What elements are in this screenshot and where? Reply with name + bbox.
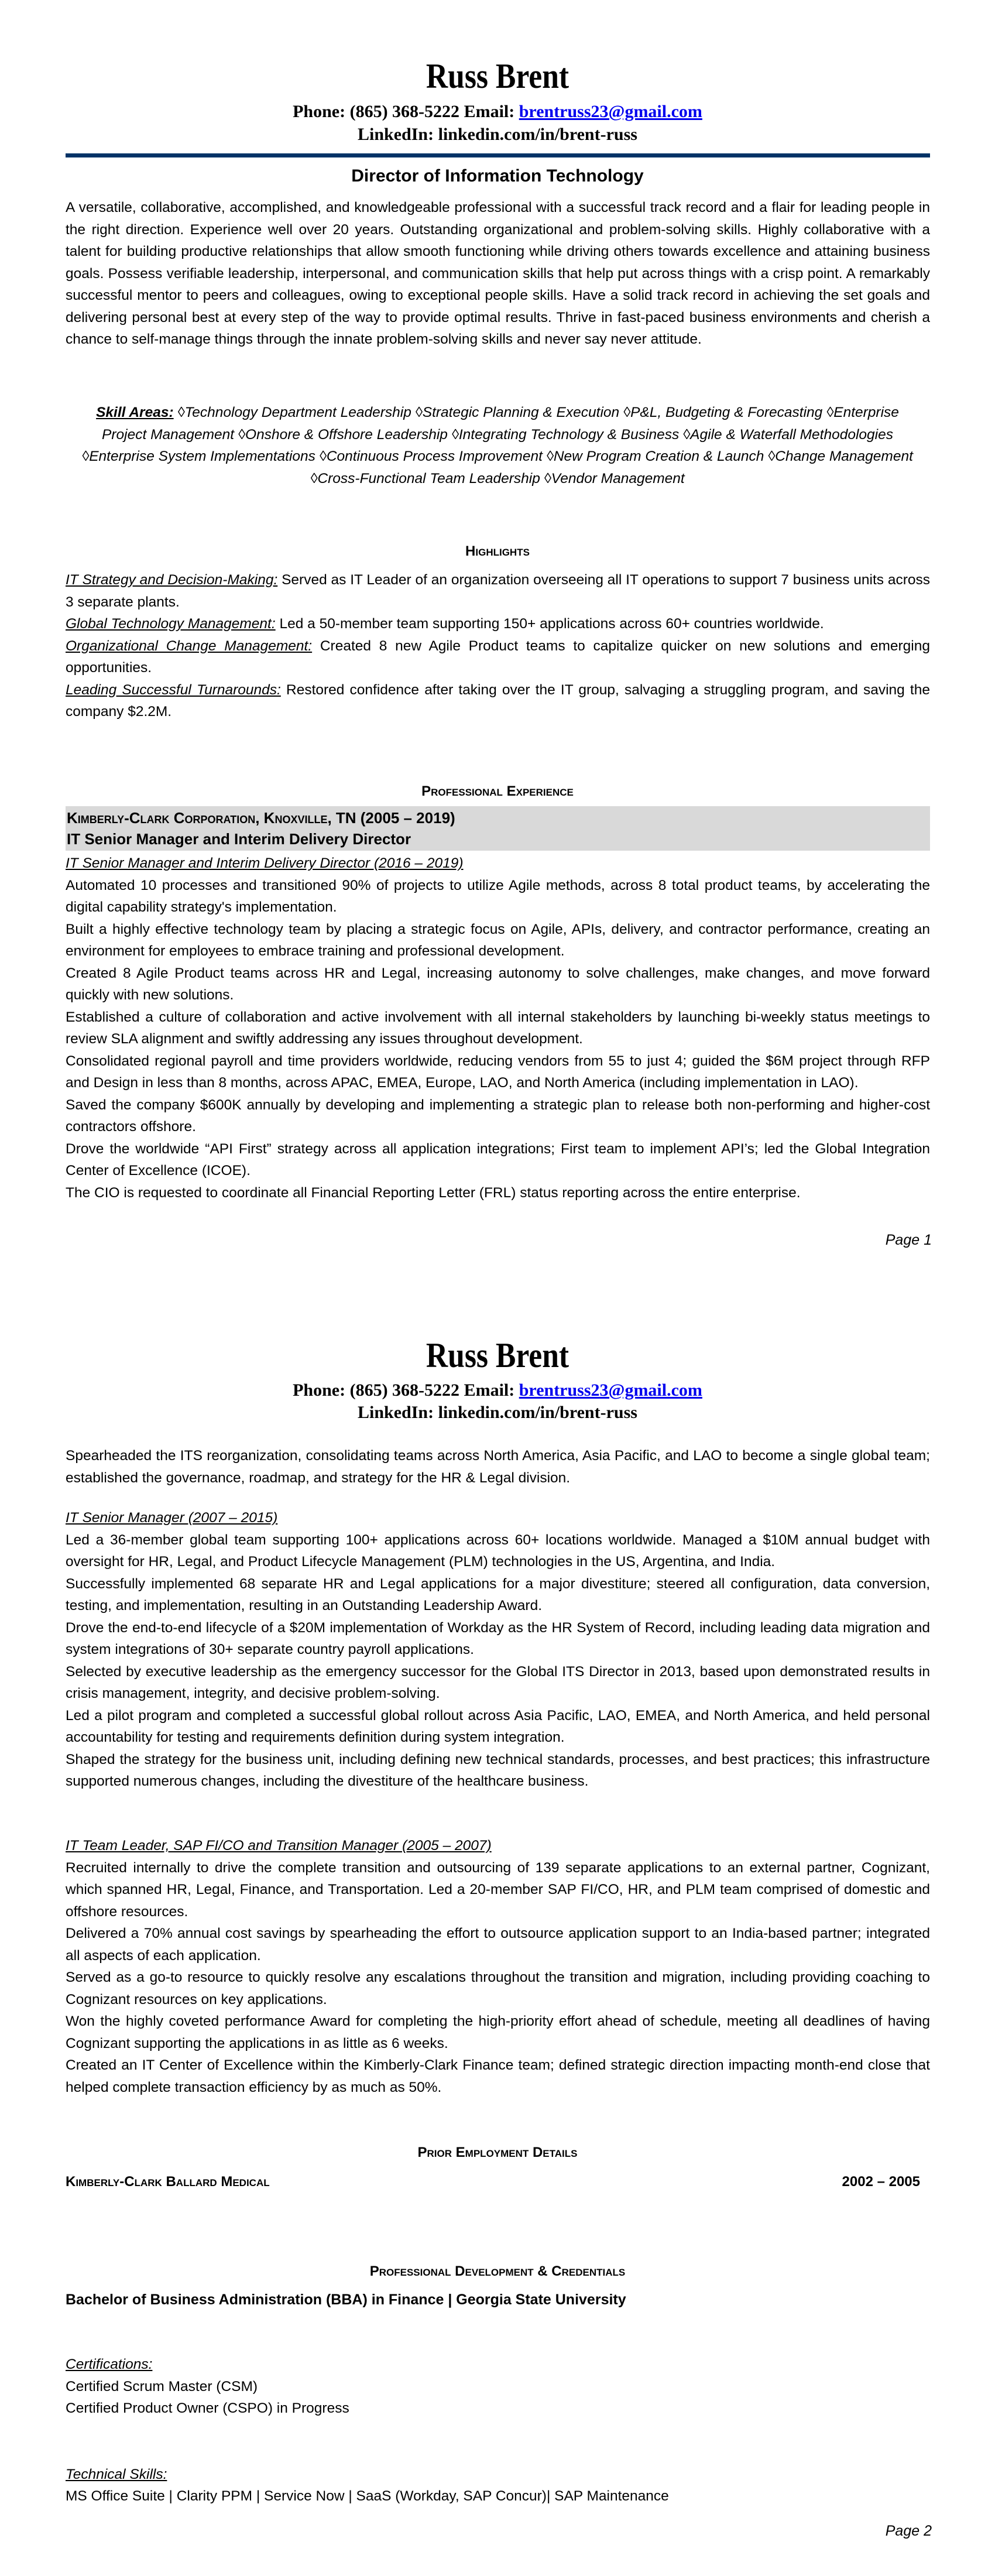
phone-number: (865) 368-5222 bbox=[349, 102, 460, 121]
skill-item: ◊Enterprise System Implementations bbox=[82, 448, 315, 464]
linkedin-line bbox=[0, 1402, 995, 1424]
position-3 bbox=[66, 1835, 930, 2098]
position-bullet: Led a 36-member global team supporting 100+ applications across 60+ locations worldwide. Managed a $10M annual budget with oversight for HR, Legal, and Product Lifecycle Management (PLM) technologies in the US, Argentina, and India. bbox=[66, 1532, 930, 1570]
candidate-name: Russ Brent bbox=[426, 57, 569, 95]
skill-item: ◊Integrating Technology & Business bbox=[451, 426, 680, 443]
email-label: Email: bbox=[464, 102, 515, 121]
linkedin-url: linkedin.com/in/brent-russ bbox=[438, 1403, 637, 1422]
highlight-item: Organizational Change Management: Created 8 new Agile Product teams to capitalize quicker on new solutions and emerging opportunities. bbox=[66, 638, 930, 676]
highlight-item: Global Technology Management: Led a 50-member team supporting 150+ applications across 60+ countries worldwide. bbox=[66, 616, 824, 632]
skill-item: ◊Enterprise Project Management bbox=[102, 405, 899, 443]
candidate-name: Russ Brent bbox=[426, 1336, 569, 1375]
page-number: Page 2 bbox=[885, 2523, 932, 2539]
position-bullet: Selected by executive leadership as the emergency successor for the Global ITS Director in 2013, based upon demonstrated results in crisis management, integrity, and decisive problem-solving. bbox=[66, 1663, 930, 1701]
skill-item: ◊Agile & Waterfall Methodologies bbox=[683, 426, 893, 443]
position-title: IT Senior Manager and Interim Delivery Director (2016 – 2019) bbox=[66, 855, 464, 871]
experience-heading: Professional Experience bbox=[421, 783, 574, 799]
prior-employment-heading: Prior Employment Details bbox=[417, 2145, 578, 2160]
highlight-item: Leading Successful Turnarounds: Restored confidence after taking over the IT group, salvaging a struggling program, and saving the company $2.2M. bbox=[66, 681, 930, 720]
linkedin-label: LinkedIn: bbox=[358, 1403, 434, 1422]
position-bullet: Consolidated regional payroll and time providers worldwide, reducing vendors from 55 to just 4; guided the $6M project through RFP and Design in less than 8 months, across APAC, EMEA, Europe, LAO, and North America (including implementation in LAO). bbox=[66, 1053, 930, 1091]
position-bullet: Saved the company $600K annually by developing and implementing a strategic plan to release both non-performing and higher-cost contractors offshore. bbox=[66, 1097, 930, 1135]
phone-label: Phone: bbox=[293, 102, 346, 121]
technical-skills-list: MS Office Suite | Clarity PPM | Service Now | SaaS (Workday, SAP Concur)| SAP Maintenance bbox=[66, 2488, 669, 2504]
skill-item: ◊Continuous Process Improvement bbox=[319, 448, 543, 464]
linkedin-label: LinkedIn: bbox=[358, 125, 434, 144]
credentials-section bbox=[66, 2289, 930, 2508]
skill-item: ◊Onshore & Offshore Leadership bbox=[238, 426, 448, 443]
position-bullet: The CIO is requested to coordinate all Financial Reporting Letter (FRL) status reporting across the entire enterprise. bbox=[66, 1184, 801, 1201]
position-bullet: Spearheaded the ITS reorganization, consolidating teams across North America, Asia Pacific, and LAO to become a single global team; established the governance, roadmap, and strategy for the HR & Legal division. bbox=[66, 1448, 930, 1486]
position-1-continued bbox=[66, 1445, 930, 1489]
linkedin-url: linkedin.com/in/brent-russ bbox=[438, 125, 637, 144]
page-number: Page 1 bbox=[885, 1232, 932, 1248]
highlight-item: IT Strategy and Decision-Making: Served as IT Leader of an organization overseeing all IT operations to support 7 business units across 3 separate plants. bbox=[66, 572, 931, 610]
phone-label: Phone: bbox=[293, 1381, 346, 1400]
phone-number: (865) 368-5222 bbox=[349, 1381, 460, 1400]
skill-item: ◊New Program Creation & Launch bbox=[546, 448, 764, 464]
prior-employment-row bbox=[66, 2173, 920, 2191]
email-link[interactable]: brentruss23@gmail.com bbox=[519, 1381, 702, 1400]
company-role: IT Senior Manager and Interim Delivery Director bbox=[67, 830, 411, 848]
certification-item: Certified Product Owner (CSPO) in Progress bbox=[66, 2400, 349, 2416]
position-bullet: Successfully implemented 68 separate HR and Legal applications for a major divestiture; steered all configuration, data conversion, testing, and implementation, resulting in an Outstanding Leadership Award. bbox=[66, 1575, 930, 1614]
skill-item: ◊Change Management bbox=[768, 448, 913, 464]
position-bullet: Led a pilot program and completed a successful global rollout across Asia Pacific, LAO, EMEA, and North America, and held personal accountability for testing and requirements definition during system integration. bbox=[66, 1707, 930, 1745]
position-bullet: Recruited internally to drive the complete transition and outsourcing of 139 separate applications to an external partner, Cognizant, which spanned HR, Legal, Finance, and Transportation. Led a 20-member SAP FI/CO, HR, and PLM team comprised of domestic and offshore resources. bbox=[66, 1859, 930, 1920]
position-bullet: Created 8 Agile Product teams across HR and Legal, increasing autonomy to solve challenges, make changes, and move forward quickly with new solutions. bbox=[66, 965, 930, 1003]
position-title: IT Team Leader, SAP FI/CO and Transition Manager (2005 – 2007) bbox=[66, 1838, 492, 1854]
position-2 bbox=[66, 1507, 930, 1793]
skill-item: ◊P&L, Budgeting & Forecasting bbox=[623, 405, 823, 420]
position-bullet: Established a culture of collaboration and active involvement with all internal stakeholders by launching bi-weekly status meetings to review SLA alignment and swiftly addressing any issues throughout development. bbox=[66, 1009, 930, 1047]
certification-item: Certified Scrum Master (CSM) bbox=[66, 2378, 258, 2395]
position-bullet: Won the highly coveted performance Award for completing the high-priority effort ahead of schedule, meeting all deadlines of having Cognizant supporting the applications in as little as 6 weeks. bbox=[66, 2013, 930, 2051]
highlights-heading: Highlights bbox=[465, 543, 530, 559]
prior-company: Kimberly-Clark Ballard Medical bbox=[66, 2174, 270, 2190]
credentials-heading: Professional Development & Credentials bbox=[369, 2263, 626, 2279]
certifications-label: Certifications: bbox=[66, 2356, 153, 2372]
position-bullet: Automated 10 processes and transitioned 90% of projects to utilize Agile methods, across 8 total product teams, by accelerating the digital capability strategy's implementation. bbox=[66, 877, 930, 915]
skill-item: ◊Technology Department Leadership bbox=[177, 405, 411, 420]
position-bullet: Served as a go-to resource to quickly resolve any escalations throughout the transition and migration, including providing coaching to Cognizant resources on key applications. bbox=[66, 1969, 930, 2008]
position-bullet: Shaped the strategy for the business unit, including defining new technical standards, processes, and best practices; this infrastructure supported numerous changes, including the divestiture of the healthcare business. bbox=[66, 1751, 930, 1789]
email-link[interactable]: brentruss23@gmail.com bbox=[519, 102, 702, 121]
position-title: IT Senior Manager (2007 – 2015) bbox=[66, 1510, 278, 1526]
company-name: Kimberly-Clark Corporation, Knoxville, TN (2005 – 2019) bbox=[67, 809, 455, 827]
skill-areas-label: Skill Areas: bbox=[96, 405, 174, 420]
position-bullet: Built a highly effective technology team by placing a strategic focus on Agile, APIs, delivery, and contractor performance, creating an environment for employees to embrace training and professional development. bbox=[66, 921, 930, 959]
skill-item: ◊Cross-Functional Team Leadership bbox=[310, 470, 540, 487]
skill-item: ◊Vendor Management bbox=[544, 470, 685, 487]
contact-line bbox=[0, 1379, 995, 1402]
prior-years: 2002 – 2005 bbox=[842, 2174, 920, 2190]
skill-item: ◊Strategic Planning & Execution bbox=[415, 405, 620, 420]
technical-skills-label: Technical Skills: bbox=[66, 2466, 167, 2482]
degree: Bachelor of Business Administration (BBA) in Finance | Georgia State University bbox=[66, 2291, 626, 2308]
summary-paragraph: A versatile, collaborative, accomplished, and knowledgeable professional with a successful track record and a flair for leading people in the right direction. Experience well over 20 years. Outstanding organizational and problem-solving skills. Highly collaborative with a talent for building productive relationships that allow smooth functioning while driving others towards excellence and attaining business goals. Possess verifiable leadership, interpersonal, and communication skills that help put across things with a crisp point. A remarkably successful mentor to peers and colleagues, owing to exceptional people skills. Have a solid track record in achieving the set goals and delivering personal best at every step of the way to provide optimal results. Thrive in fast-paced business environments and cherish a chance to self-manage things through the innate problem-solving skills and never say never attitude. bbox=[66, 200, 930, 347]
position-bullet: Drove the end-to-end lifecycle of a $20M implementation of Workday as the HR System of Record, including leading data migration and system integrations of 30+ separate country payroll applications. bbox=[66, 1619, 930, 1657]
position-bullet: Created an IT Center of Excellence within the Kimberly-Clark Finance team; defined strategic direction impacting month-end close that helped complete transaction efficiency by as much as 50%. bbox=[66, 2057, 930, 2095]
email-label: Email: bbox=[464, 1381, 515, 1400]
job-title: Director of Information Technology bbox=[351, 166, 644, 186]
position-bullet: Drove the worldwide “API First” strategy across all application integrations; First team to implement API’s; led the Global Integration Center of Excellence (ICOE). bbox=[66, 1140, 930, 1179]
position-bullet: Delivered a 70% annual cost savings by spearheading the effort to outsource application support to an India-based partner; integrated all aspects of each application. bbox=[66, 1926, 930, 1964]
